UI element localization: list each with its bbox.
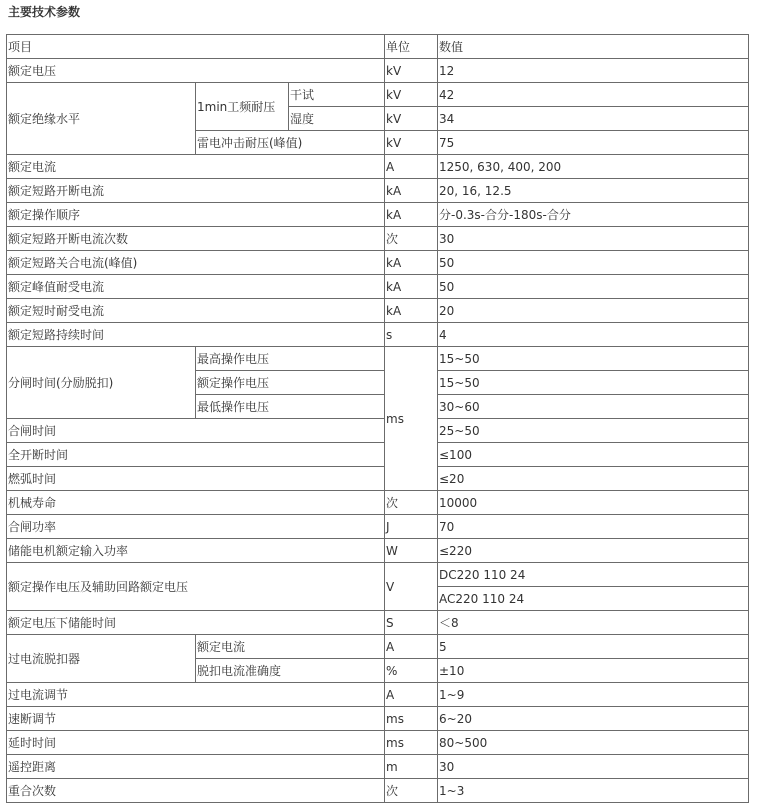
- value-cell: 4: [438, 323, 749, 347]
- sub-item-label: 雷电冲击耐压(峰值): [196, 131, 385, 155]
- value-cell: 5: [438, 635, 749, 659]
- table-row: [7, 443, 749, 467]
- item-label: 额定短路开断电流次数: [7, 227, 385, 251]
- item-label: 储能电机额定输入功率: [7, 539, 385, 563]
- table-row: [7, 83, 749, 107]
- header-unit: 单位: [385, 35, 438, 59]
- table-row: [7, 251, 749, 275]
- item-label: 延时时间: [7, 731, 385, 755]
- value-cell: ＜8: [438, 611, 749, 635]
- unit-cell: A: [385, 683, 438, 707]
- value-cell: 30: [438, 227, 749, 251]
- unit-cell: kA: [385, 299, 438, 323]
- unit-cell: kA: [385, 275, 438, 299]
- table-row: [7, 611, 749, 635]
- value-cell: 1~9: [438, 683, 749, 707]
- table-row: [7, 539, 749, 563]
- unit-cell: ms: [385, 347, 438, 491]
- unit-cell: 次: [385, 779, 438, 803]
- item-label: 额定操作顺序: [7, 203, 385, 227]
- value-cell: 70: [438, 515, 749, 539]
- unit-cell: ms: [385, 707, 438, 731]
- value-cell: 15~50: [438, 347, 749, 371]
- unit-cell: kA: [385, 203, 438, 227]
- table-row: [7, 635, 749, 659]
- value-cell: 50: [438, 251, 749, 275]
- item-label: 机械寿命: [7, 491, 385, 515]
- value-cell: DC220 110 24: [438, 563, 749, 587]
- value-cell: 15~50: [438, 371, 749, 395]
- value-cell: 42: [438, 83, 749, 107]
- table-row: [7, 419, 749, 443]
- unit-cell: kV: [385, 107, 438, 131]
- unit-cell: A: [385, 635, 438, 659]
- value-cell: 12: [438, 59, 749, 83]
- value-cell: 10000: [438, 491, 749, 515]
- sub-item-label: 脱扣电流准确度: [196, 659, 385, 683]
- item-label: 合闸功率: [7, 515, 385, 539]
- item-label: 分闸时间(分励脱扣): [7, 347, 196, 419]
- table-row: [7, 779, 749, 803]
- value-cell: 20: [438, 299, 749, 323]
- table-header-row: [7, 35, 749, 59]
- value-cell: 25~50: [438, 419, 749, 443]
- table-row: [7, 347, 749, 371]
- unit-cell: kA: [385, 179, 438, 203]
- table-row: [7, 299, 749, 323]
- value-cell: ±10: [438, 659, 749, 683]
- value-cell: ≤20: [438, 467, 749, 491]
- spec-table: [6, 34, 749, 803]
- item-label: 额定峰值耐受电流: [7, 275, 385, 299]
- table-row: [7, 203, 749, 227]
- item-label: 额定电压: [7, 59, 385, 83]
- item-label: 过电流脱扣器: [7, 635, 196, 683]
- value-cell: 30: [438, 755, 749, 779]
- sub-item-label: 最低操作电压: [196, 395, 385, 419]
- value-cell: 50: [438, 275, 749, 299]
- sub-sub-item-label: 湿度: [289, 107, 385, 131]
- unit-cell: A: [385, 155, 438, 179]
- sub-item-label: 额定操作电压: [196, 371, 385, 395]
- item-label: 额定绝缘水平: [7, 83, 196, 155]
- unit-cell: kV: [385, 59, 438, 83]
- item-label: 额定短时耐受电流: [7, 299, 385, 323]
- value-cell: 75: [438, 131, 749, 155]
- value-cell: 20, 16, 12.5: [438, 179, 749, 203]
- value-cell: 分-0.3s-合分-180s-合分: [438, 203, 749, 227]
- value-cell: AC220 110 24: [438, 587, 749, 611]
- table-row: [7, 491, 749, 515]
- table-row: [7, 563, 749, 587]
- value-cell: 34: [438, 107, 749, 131]
- item-label: 速断调节: [7, 707, 385, 731]
- item-label: 额定短路持续时间: [7, 323, 385, 347]
- table-row: [7, 683, 749, 707]
- value-cell: 1250, 630, 400, 200: [438, 155, 749, 179]
- unit-cell: %: [385, 659, 438, 683]
- table-row: [7, 179, 749, 203]
- table-row: [7, 707, 749, 731]
- table-row: [7, 323, 749, 347]
- sub-item-label: 最高操作电压: [196, 347, 385, 371]
- unit-cell: 次: [385, 491, 438, 515]
- unit-cell: S: [385, 611, 438, 635]
- header-item: 项目: [7, 35, 385, 59]
- unit-cell: V: [385, 563, 438, 611]
- table-row: [7, 467, 749, 491]
- value-cell: 6~20: [438, 707, 749, 731]
- table-row: [7, 227, 749, 251]
- sub-item-label: 额定电流: [196, 635, 385, 659]
- value-cell: 1~3: [438, 779, 749, 803]
- header-value: 数值: [438, 35, 749, 59]
- table-row: [7, 59, 749, 83]
- item-label: 过电流调节: [7, 683, 385, 707]
- table-row: [7, 731, 749, 755]
- value-cell: 80~500: [438, 731, 749, 755]
- value-cell: ≤220: [438, 539, 749, 563]
- item-label: 额定操作电压及辅助回路额定电压: [7, 563, 385, 611]
- table-row: [7, 515, 749, 539]
- unit-cell: kA: [385, 251, 438, 275]
- unit-cell: W: [385, 539, 438, 563]
- table-row: [7, 755, 749, 779]
- unit-cell: kV: [385, 131, 438, 155]
- table-row: [7, 155, 749, 179]
- table-row: [7, 275, 749, 299]
- item-label: 额定电压下储能时间: [7, 611, 385, 635]
- unit-cell: 次: [385, 227, 438, 251]
- unit-cell: J: [385, 515, 438, 539]
- item-label: 额定短路关合电流(峰值): [7, 251, 385, 275]
- value-cell: 30~60: [438, 395, 749, 419]
- unit-cell: m: [385, 755, 438, 779]
- unit-cell: kV: [385, 83, 438, 107]
- item-label: 额定电流: [7, 155, 385, 179]
- item-label: 额定短路开断电流: [7, 179, 385, 203]
- unit-cell: ms: [385, 731, 438, 755]
- item-label: 重合次数: [7, 779, 385, 803]
- item-label: 遥控距离: [7, 755, 385, 779]
- item-label: 燃弧时间: [7, 467, 385, 491]
- item-label: 合闸时间: [7, 419, 385, 443]
- sub-sub-item-label: 干试: [289, 83, 385, 107]
- sub-item-label: 1min工频耐压: [196, 83, 289, 131]
- section-heading: 主要技术参数: [8, 5, 81, 19]
- value-cell: ≤100: [438, 443, 749, 467]
- unit-cell: s: [385, 323, 438, 347]
- item-label: 全开断时间: [7, 443, 385, 467]
